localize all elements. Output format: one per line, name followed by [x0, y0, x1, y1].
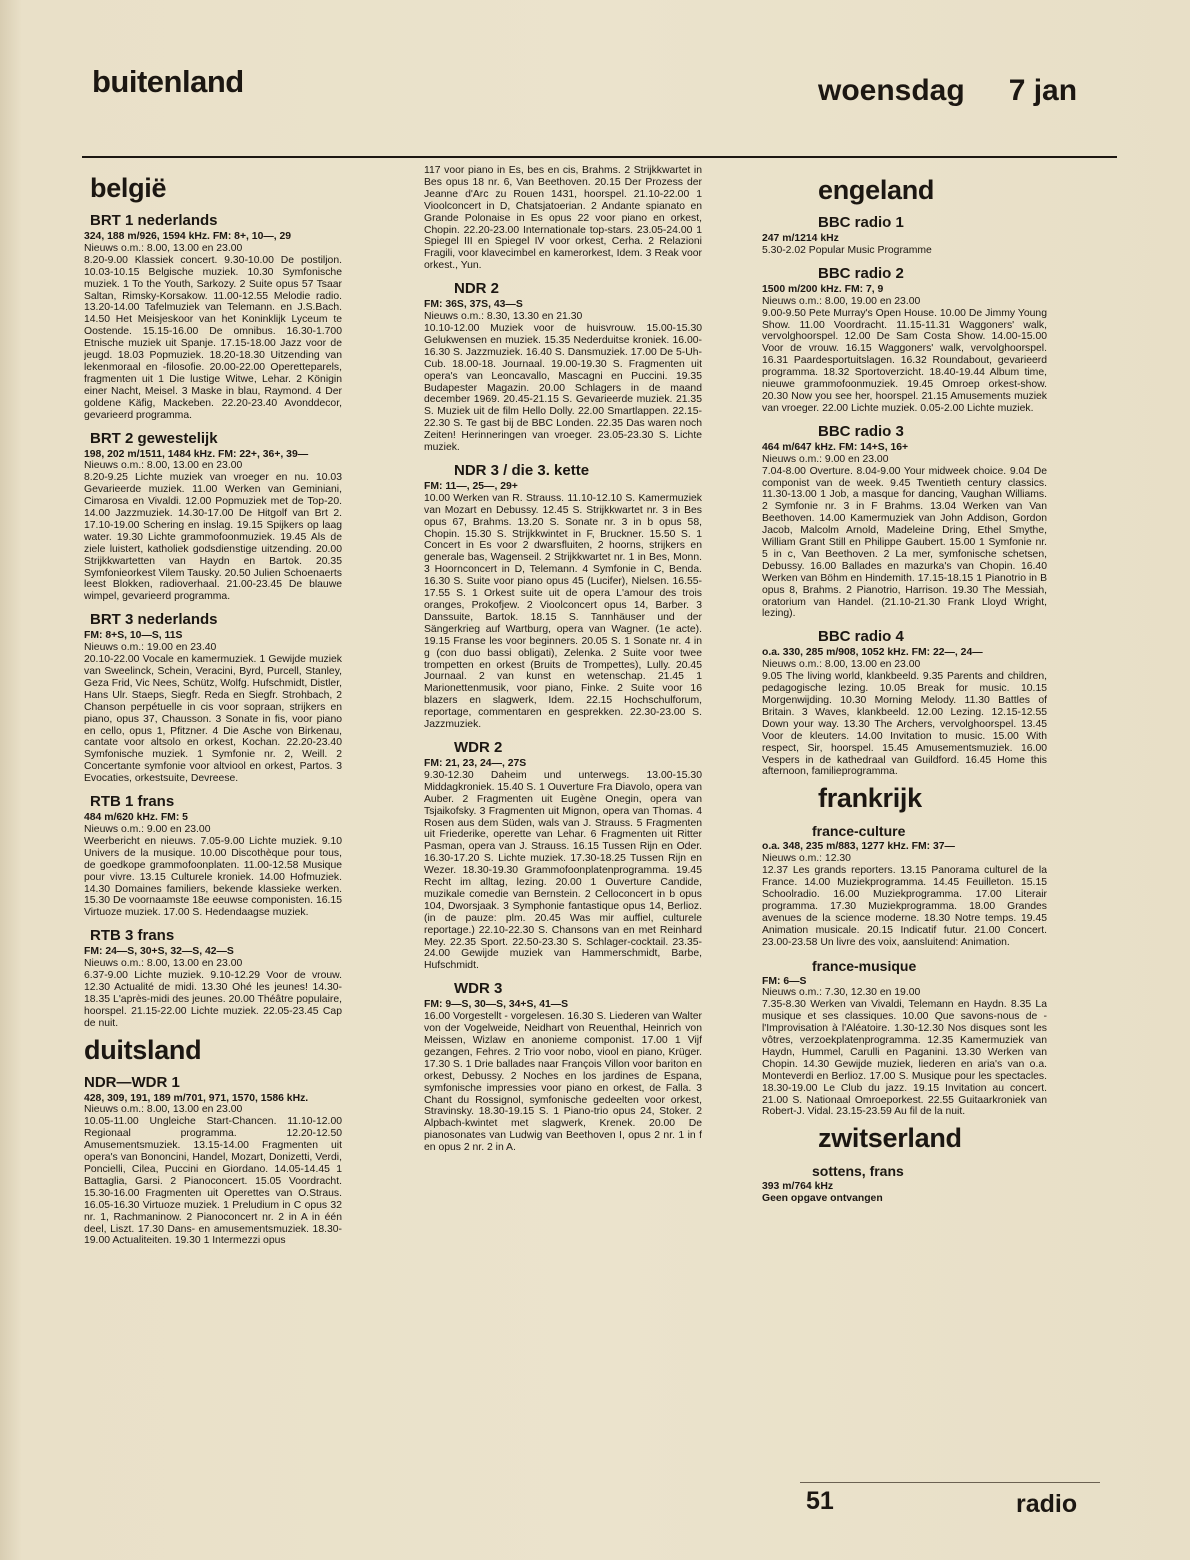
wdr3-programme: 16.00 Vorgestellt - vorgelesen. 16.30 S. Liederen van Walter von der Vogelweide, Neidhart von Reuenthal, Heinrich von Meissen, Wizlaw en anonieme componist. 17.00 1 Vijf gezangen, Fehres. 2 Trio voor nobo, viool en piano, Krüger. 17.30 S. 1 Drie ballades naar François Villon voor bariton en orkest, Debussy. 2 Noches en los jardines de Espana, symfonische impressies voor piano en orkest, de Falla. 3 Chant du Rossignol, symfonische gedeelten voor orkest, Stravinsky. 18.30-19.15 S. 1 Piano-trio opus 24, Stoker. 2 Alpbach-kwintet met slagwerk, Krenek. 20.00 De pianosonates van Ludwig van Beethoven I, opus 2 nr. 1 in f en opus 2 nr. 2 in A.	[424, 1011, 702, 1154]
country-zwitserland: zwitserland	[818, 1123, 962, 1154]
station-bbc4: BBC radio 4	[818, 628, 904, 646]
france-musique-frequency: FM: 6—S	[762, 975, 807, 987]
day-label: woensdag	[818, 74, 965, 107]
ndr3-programme: 10.00 Werken van R. Strauss. 11.10-12.10 S. Kamermuziek van Mozart en Debussy. 12.45 S. Strijkkwartet nr. 3 in Bes opus 67, Brahms. 13.20 S. Sonate nr. 3 in b opus 58, Chopin. 15.30 S. Strijkkwintet in F, Bruckner. 15.50 S. 1 Concert in Es voor 2 dwarsfluiten, 2 hoorns, strijkers en generale bas, Wagenseil. 2 Strijkkwartet nr. 1 in Bes, Monn. 3 Hoornconcert in D, Telemann. 4 Symfonie in C, Benda. 16.30 S. Suite voor piano opus 45 (Lucifer), Nielsen. 16.55-17.55 S. 1 Orkest suite uit de opera L'amour des trois oranges, Prokofjew. 2 Vioolconcert opus 14, Barber. 3 Danssuite, Bartok. 18.15 S. Tannhäuser und der Sängerkrieg auf Wartburg, opera van Wagner. (1e acte). 19.15 Franse les voor beginners. 20.05 S. 1 Sonate nr. 4 in g (con duo bassi obligati), Zelenka. 2 Suite voor twee trompetten en orkest (Bruits de Trompettes), Lully. 20.45 Journaal. 2 van kunst en wetenschap. 21.45 1 Marionettenmusik, voor piano, Finke. 2 Suite voor 16 blazers en slagwerk, Idem. 22.15 Hochschulforum, reportage, commentaren en gesprekken. 22.30-23.00 S. Jazzmuziek.	[424, 492, 702, 731]
rtb3-programme: 6.37-9.00 Lichte muziek. 9.10-12.29 Voor de vrouw. 12.30 Actualité de midi. 13.30 Ohé les jeunes! 14.30-18.35 L'après-midi des jeunes. 20.00 Théâtre populaire, hoorspel. 21.15-22.00 Lichte muziek. 22.05-23.45 Cap de nuit.	[84, 970, 342, 1029]
brt2-news: Nieuws o.m.: 8.00, 13.00 en 23.00	[84, 460, 243, 472]
brt1-programme: 8.20-9.00 Klassiek concert. 9.30-10.00 De postiljon. 10.03-10.15 Belgische muziek. 10.30 Symfonische muziek. 1 To the Youth, Sarkozy. 2 Suite opus 57 Tsaar Saltan, Rimsky-Korsakow. 11.00-12.55 Melodie radio. 13.20-14.00 Tafelmuziek van Telemann. en J.S.Bach. 14.50 Het Meisjeskoor van het Koninklijk Lyceum te Oostende. 15.15-16.00 De omnibus. 16.30-1.700 Etnische muziek uit Spanje. 17.15-18.00 Jazz voor de jeugd. 18.03 Popmuziek. 18.20-18.30 Uitzending van lekenmoraal en -filosofie. 20.00-22.00 Operetteparels, fragmenten uit 1 Die lustige Witwe, Lehar. 2 Königin einer Nacht, Meisel. 3 Maske in blau, Raymond. 4 Der goldene Käfig, Mackeben. 22.20-23.40 Avonddecor, gevarieerd programma.	[84, 254, 342, 421]
column-2	[424, 165, 702, 1470]
station-sottens: sottens, frans	[812, 1163, 904, 1180]
station-ndr3: NDR 3 / die 3. kette	[454, 461, 590, 479]
bbc4-programme: 9.05 The living world, klankbeeld. 9.35 Parents and children, pedagogische lezing. 10.05 Break for music. 10.15 Morgenwijding. 10.30 Morning Melody. 11.30 Battles of Britain. 3 Waves, klankbeeld. 12.00 Lezing. 12.15-12.55 Down your way. 13.30 The Archers, vervolghoorspel. 13.45 Voor de kleuters. 14.00 Invitation to music. 15.00 With respect, Sir, hoorspel. 15.45 Amusementsmuziek. 16.00 Vespers in de kathedraal van Guildford. 16.45 Home this afternoon, familieprogramma.	[762, 671, 1047, 778]
france-culture-frequency: o.a. 348, 235 m/883, 1277 kHz. FM: 37—	[762, 841, 955, 853]
station-bbc1: BBC radio 1	[818, 214, 904, 231]
ndr3-frequency: FM: 11—, 25—, 29+	[424, 480, 518, 492]
bbc2-programme: 9.00-9.50 Pete Murray's Open House. 10.00 De Jimmy Young Show. 11.00 Voordracht. 11.15-11.31 Waggoners' walk, vervolghoorspel. 12.00 De Sam Costa Show. 14.00-15.00 Voor de vrouw. 16.15 Waggoners' walk, vervolghoorspel. 16.31 Paardesportuitslagen. 16.32 Roundabout, gevarieerd programma. 18.32 Sportoverzicht. 18.40-19.44 Album time, nieuwe grammofoonmuziek. 19.45 Omroep orkest-show. 20.30 Now you see her, hoorspel. 21.15 Amusements muziek van vroeger. 22.00 Lichte muziek. 0.05-2.00 Lichte muziek.	[762, 307, 1047, 414]
page-number: 51	[806, 1487, 834, 1515]
bbc2-frequency: 1500 m/200 kHz. FM: 7, 9	[762, 283, 884, 295]
station-wdr2: WDR 2	[454, 738, 503, 756]
date-label: 7 jan	[1008, 74, 1078, 107]
ndr-wdr1-news: Nieuws o.m.: 8.00, 13.00 en 23.00	[84, 1104, 243, 1116]
station-france-musique: france-musique	[812, 957, 917, 974]
wdr3-frequency: FM: 9—S, 30—S, 34+S, 41—S	[424, 999, 569, 1011]
france-musique-programme: 7.35-8.30 Werken van Vivaldi, Telemann en Haydn. 8.35 La musique et ses classiques. 10.00 Que savons-nous de - l'Improvisation à l'Aléatoire. 1.30-12.30 Nos disques sont les vôtres, verzoekplatenprogramma. 12.35 Kamermuziek van Haydn, Hummel, Carulli en Paganini. 13.30 Werken van Chopin. 14.30 Gewijde muziek, liederen en aria's van o.a. Monteverdi en Berlioz. 17.00 S. Musique pour les spectacles. 18.30-19.00 Le Club du jazz. 19.15 Invitation au concert. 21.00 S. Nationaal Omroeporkest. 22.55 Guitaarkroniek van Robert-J. Vidal. 23.15-23.59 Au fil de la nuit.	[762, 999, 1047, 1118]
rtb1-news: Nieuws o.m.: 9.00 en 23.00	[84, 823, 211, 835]
brt2-programme: 8.20-9.25 Lichte muziek van vroeger en nu. 10.03 Gevarieerde muziek. 11.00 Werken van Geminiani, Cimarosa en Vivaldi. 12.00 Popmuziek met de Top-20. 14.00 Jazzmuziek. 14.30-17.00 De Hitgolf van Brt 2. 17.10-19.00 Schering en inslag. 19.15 Spijkers op laag water. 19.30 Lichte grammofoonmuziek. 19.45 Als de ziele luistert, katholiek godsdienstige uitzending. 20.00 Strijkkwartetten van Haydn en Bartok. 20.35 Symfonieorkest Vilem Tausky. 20.50 Julien Schoenaerts leest Blokken, radioverhaal. 21.00-23.45 De blauwe wimpel, gevarieerd programma.	[84, 472, 342, 603]
bbc4-frequency: o.a. 330, 285 m/908, 1052 kHz. FM: 22—, 24—	[762, 647, 983, 659]
station-brt1: BRT 1 nederlands	[90, 212, 218, 229]
sottens-note: Geen opgave ontvangen	[762, 1193, 883, 1205]
station-rtb1: RTB 1 frans	[90, 793, 175, 811]
station-ndr-wdr1: NDR—WDR 1	[84, 1073, 180, 1091]
station-brt2: BRT 2 gewestelijk	[90, 429, 218, 447]
bbc3-news: Nieuws o.m.: 9.00 en 23.00	[762, 453, 889, 465]
bbc1-programme: 5.30-2.02 Popular Music Programme	[762, 244, 932, 256]
ndr-wdr1-continued: 117 voor piano in Es, bes en cis, Brahms. 2 Strijkkwartet in Bes opus 18 nr. 6, Van Beethoven. 20.15 Der Prozess der Jeanne d'Arc zu Rouen 1431, hoorspel. 21.10-22.00 1 Vioolconcert in D, Chatsjatoerian. 2 Andante spianato en Grande Polonaise in Es opus 22 voor piano en orkest, Chopin. 22.20-23.00 Internationale top-stars. 23.05-24.00 1 Spiegel III en Spiegel IV voor orkest, Cerha. 2 Relazioni Fragili, voor klavecimbel en kamerorkest, Idem. 3 Reak voor orkest., Yun.	[424, 165, 702, 272]
wdr2-frequency: FM: 21, 23, 24—, 27S	[424, 757, 527, 769]
country-duitsland: duitsland	[84, 1034, 202, 1065]
brt1-frequency: 324, 188 m/926, 1594 kHz. FM: 8+, 10—, 29	[84, 231, 292, 242]
station-france-culture: france-culture	[812, 823, 906, 840]
ndr-wdr1-programme: 10.05-11.00 Ungleiche Start-Chancen. 11.10-12.00 Regionaal programma. 12.20-12.50 Amusementsmuziek. 13.15-14.00 Fragmenten uit opera's van Bononcini, Handel, Mozart, Donizetti, Verdi, Poncielli, Cilea, Puccini en Giordano. 14.05-14.45 1 Battaglia, Garsi. 2 Pianoconcert. 15.05 Voordracht. 15.30-16.00 Fragmenten uit Operettes van O.Straus. 16.05-16.30 Virtuoze muziek. 1 Preludium in C opus 32 nr. 1, Rachmaninow. 2 Pianoconcert nr. 2 in A in één deel, Liszt. 17.30 Dans- en amusementsmuziek. 18.30-19.00 Actualiteiten. 19.30 1 Intermezzi opus	[84, 1116, 342, 1247]
footer-rule	[800, 1482, 1100, 1483]
rtb3-frequency: FM: 24—S, 30+S, 32—S, 42—S	[84, 946, 234, 958]
section-title: buitenland	[92, 64, 244, 99]
rtb3-news: Nieuws o.m.: 8.00, 13.00 en 23.00	[84, 958, 243, 970]
brt3-programme: 20.10-22.00 Vocale en kamermuziek. 1 Gewijde muziek van Sweelinck, Schein, Veracini, Byrd, Purcell, Stanley, Geza Frid, Vic Nees, Schütz, Wolfg. Hufschmidt, Distler, Hans Ulr. Staeps, Siegfr. Reda en Siegfr. Strohbach, 2 Chanson perpétuelle in cis voor sopraan, strijkers en piano, opus 37, Chausson. 3 Sonate in fis, voor piano en cello, opus 1, Pfitzner. 4 Die Asche von Birkenau, cantate voor altsolo en orkest, Kochan. 22.20-23.40 Symfonische muziek. 1 Symfonie nr. 2, Weill. 2 Concertante symfonie voor altviool en orkest, Partos. 3 Evocaties, orkestsuite, Devreese.	[84, 654, 342, 785]
ndr2-programme: 10.10-12.00 Muziek voor de huisvrouw. 15.00-15.30 Gelukwensen en muziek. 15.35 Nederduitse kroniek. 16.00-16.30 S. Jazzmuziek. 16.40 S. Dansmuziek. 17.00 De 5-Uh-Cub. 18.00-18. Journaal. 19.00-19.30 S. Fragmenten uit opera's van Leoncavallo, Mascagni en Puccini. 19.35 Budapester Magazin. 20.00 Schlagers in de maand december 1969. 20.45-21.15 S. Gevarieerde muziek. 21.35 S. Muziek uit de film Hello Dolly. 22.00 Smartlappen. 22.15-22.30 S. Te gast bij de BBC Londen. 22.35 Das waren noch Zeiten! Herinneringen van vroeger. 23.05-23.30 S. Lichte muziek.	[424, 322, 702, 454]
country-frankrijk: frankrijk	[818, 783, 922, 814]
bbc3-programme: 7.04-8.00 Overture. 8.04-9.00 Your midweek choice. 9.04 De componist van de week. 9.45 Twentieth century classics. 11.30-13.00 1 Job, a masque for dancing, Vaughan Williams. 2 Symfonie nr. 3 in F Brahms. 13.04 Werken van Van Beethoven. 14.00 Kamermuziek van John Addison, Gordon Jacob, Malcolm Arnold, Madeleine Dring, Ethel Smythe, William Grant Still en Philippe Gaubert. 15.00 1 Symfonie nr. 5 in c, Van Beethoven. 2 La mer, symfonische schetsen, Debussy. 16.00 Ballades en mazurka's van Chopin. 16.40 Werken van Böhm en Hindemith. 17.15-18.15 1 Pianotrio in B opus 8, Brahms. 2 Pianotrio, Harrison. 19.30 The Messiah, oratorium van Handel. (21.10-21.30 Frank Lloyd Wright, lezing).	[762, 465, 1047, 620]
brt3-frequency: FM: 8+S, 10—S, 11S	[84, 630, 183, 642]
header-rule	[82, 156, 1117, 158]
brt1-news: Nieuws o.m.: 8.00, 13.00 en 23.00	[84, 242, 243, 254]
bbc2-news: Nieuws o.m.: 8.00, 19.00 en 23.00	[762, 295, 921, 307]
station-bbc3: BBC radio 3	[818, 422, 904, 440]
wdr2-programme: 9.30-12.30 Daheim und unterwegs. 13.00-15.30 Middagkroniek. 15.40 S. 1 Ouverture Fra Diavolo, opera van Auber. 2 Fragmenten uit Eugène Onegin, opera van Tsjaikofsky. 3 Fragmenten uit Mignon, opera van Thomas. 4 Rosen aus dem Süden, wals van J. Strauss. 5 Fragmenten uit Friederike, operette van Lehar. 6 Fragmenten uit Ritter Pasman, opera van J. Strauss. 16.15 Tussen Rijn en Oder. 16.30-17.20 S. Lichte muziek. 17.30-18.25 Tussen Rijn en Wezer. 18.30-19.30 Grammofoonplatenprogramma. 19.45 Recht im alltag, lezing. 20.00 1 Ouverture Candide, muzikale comedie van Bernstein. 2 Celloconcert in b opus 104, Dworsjaak. 3 Symphonie fantastique opus 14, Berlioz. (in de pauze: plm. 20.45 Was mir auffiel, culturele reportage.) 22.10-22.30 S. Chansons van en met Reinhard Mey. 22.35 Sport. 22.50-23.30 S. Schlager-cocktail. 23.35-24.00 Gewijde muziek van Hammerschmidt, Barbe, Hufschmidt.	[424, 769, 702, 972]
ndr2-news: Nieuws o.m.: 8.30, 13.30 en 21.30	[424, 311, 583, 323]
france-culture-programme: 12.37 Les grands reporters. 13.15 Panorama culturel de la France. 14.00 Muziekprogramma. 14.45 Feuilleton. 15.15 Schoolradio. 16.00 Muziekprogramma. 17.00 Literair programma. 17.30 Muziekprogramma. 18.00 Grandes avenues de la science moderne. 18.30 Notre temps. 19.45 Animation musicale. 20.15 Indicatif futur. 21.00 Concert. 23.00-23.58 Un livre des voix, aansluitend: Animation.	[762, 865, 1047, 948]
column-3	[762, 170, 1047, 1475]
footer-section: radio	[1016, 1490, 1078, 1518]
brt2-frequency: 198, 202 m/1511, 1484 kHz. FM: 22+, 36+, 39—	[84, 448, 309, 460]
station-bbc2: BBC radio 2	[818, 264, 904, 282]
station-wdr3: WDR 3	[454, 980, 503, 998]
bbc4-news: Nieuws o.m.: 8.00, 13.00 en 23.00	[762, 659, 921, 671]
brt3-news: Nieuws o.m.: 19.00 en 23.40	[84, 642, 217, 654]
station-ndr2: NDR 2	[454, 280, 500, 298]
date-heading	[818, 74, 1077, 108]
ndr2-frequency: FM: 36S, 37S, 43—S	[424, 299, 523, 311]
rtb1-frequency: 484 m/620 kHz. FM: 5	[84, 812, 188, 824]
country-engeland: engeland	[818, 175, 935, 205]
rtb1-programme: Weerbericht en nieuws. 7.05-9.00 Lichte muziek. 9.10 Univers de la musique. 10.00 Discothèque pour tous, de goedkope grammofoonplaten. 11.00-12.58 Musique pour vivre. 13.15 Culturele kroniek. 14.00 Hofmuziek. 14.30 Domaines familiers, bekende klassieke werken. 15.30 De voornaamste 18e eeuwse componisten. 16.15 Virtuoze muziek. 17.00 S. Hedendaagse muziek.	[84, 835, 342, 919]
station-brt3: BRT 3 nederlands	[90, 611, 218, 629]
ndr-wdr1-frequency: 428, 309, 191, 189 m/701, 971, 1570, 1586 kHz.	[84, 1092, 309, 1104]
bbc1-frequency: 247 m/1214 kHz	[762, 233, 839, 244]
sottens-frequency: 393 m/764 kHz	[762, 1181, 834, 1193]
column-1	[84, 168, 342, 1473]
france-musique-news: Nieuws o.m.: 7.30, 12.30 en 19.00	[762, 987, 921, 999]
station-rtb3: RTB 3 frans	[90, 927, 175, 945]
country-belgie: belgië	[90, 173, 167, 203]
france-culture-news: Nieuws o.m.: 12.30	[762, 853, 851, 865]
bbc3-frequency: 464 m/647 kHz. FM: 14+S, 16+	[762, 441, 909, 453]
